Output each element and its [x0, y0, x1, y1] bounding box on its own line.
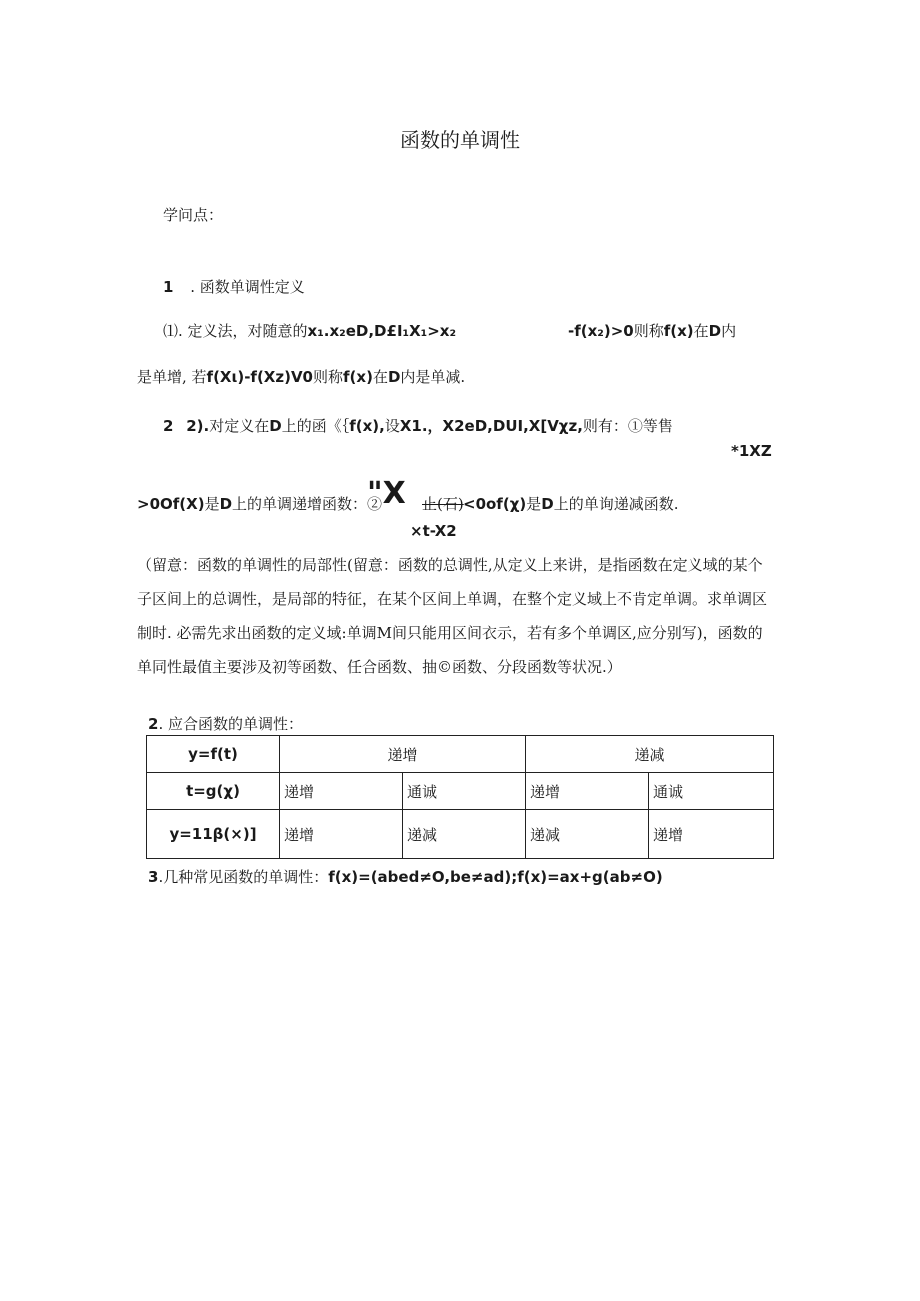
item-3-heading [148, 866, 663, 887]
item-3-formula: f(x)=(abed≠O,be≠ad);f(x)=ax+g(ab≠O) [328, 868, 663, 886]
def1-line2-expr: f(Xι)-f(Xz)V0 [206, 368, 313, 386]
table-cell: 递减 [403, 810, 526, 859]
def1-line2 [137, 366, 465, 387]
def1-line2-D: D [387, 368, 401, 386]
item-2-text: . 应合函数的单调性： [158, 715, 303, 733]
item-1-number: 1 [163, 278, 174, 296]
table-row-head: y=11β(×)] [147, 810, 280, 859]
def2-strike-text: 止(石) [422, 495, 464, 513]
item-1-text: . 函数单调性定义 [190, 278, 305, 296]
def2-t2: 上的函《｛ [281, 417, 350, 435]
def2-line1 [163, 415, 673, 436]
def1-line2-b: 则称 [313, 368, 344, 386]
table-cell: 通诚 [403, 773, 526, 810]
def2-frac-top: *1XZ [731, 442, 772, 460]
def2-big-x: "X [367, 476, 406, 511]
def1-right-text: 则称 [633, 322, 664, 340]
def1-line1-left [163, 320, 456, 341]
table-row [147, 773, 774, 810]
def2-fx: f(x), [349, 417, 385, 435]
table-row-head: t=g(χ) [147, 773, 280, 810]
def2-t3: 设 [384, 417, 400, 435]
def2-line-D: D [219, 495, 233, 513]
def1-D: D [708, 322, 722, 340]
table-cell: 递增 [280, 736, 526, 773]
table-row-head: y=f(t) [147, 736, 280, 773]
def1-line2-fx: f(x) [343, 368, 373, 386]
def2-line2-right [463, 493, 678, 514]
table-row [147, 810, 774, 859]
page-title: 函数的单调性 [400, 128, 520, 152]
def2-line-f: 上的单询递减函数. [553, 495, 679, 513]
def1-inner: 内 [721, 322, 737, 340]
def1-in: 在 [693, 322, 709, 340]
def2-line-D2: D [541, 495, 554, 513]
def2-num2: 2). [186, 417, 210, 435]
def2-D: D [269, 417, 282, 435]
section-label: 学问点： [163, 206, 224, 224]
def1-vars: x₁.x₂eD,D£I₁X₁>x₂ [307, 322, 457, 340]
table-cell: 递增 [280, 773, 403, 810]
def2-num: 2 [163, 417, 174, 435]
def1-right-expr: -f(x₂)>0 [568, 322, 634, 340]
monotonicity-table [146, 735, 774, 859]
def2-t4: 则有：①等售 [582, 417, 673, 435]
table-cell: 递减 [526, 736, 774, 773]
table-cell: 递增 [526, 773, 649, 810]
table-row [147, 736, 774, 773]
def1-line1-right [568, 320, 736, 341]
table-cell: 递减 [526, 810, 649, 859]
def2-line-e: 是 [526, 495, 542, 513]
table-cell: 通诚 [649, 773, 774, 810]
def1-line2-a: 是单增, 若 [137, 368, 207, 386]
item-1-heading [163, 276, 305, 297]
def2-vars: X1.，X2eD,DUI,X[Vχz, [399, 417, 583, 435]
item-3-number: 3 [148, 868, 159, 886]
def2-t1: 对定义在 [209, 417, 270, 435]
item-3-text: .几种常见函数的单调性： [158, 868, 329, 886]
def2-line2 [137, 493, 382, 514]
def1-line2-c: 在 [372, 368, 388, 386]
def1-fx: f(x) [663, 322, 694, 340]
def2-line-b: 是 [204, 495, 220, 513]
table-cell: 递增 [649, 810, 774, 859]
item-2-heading [148, 713, 303, 734]
table-cell: 递增 [280, 810, 403, 859]
note-paragraph: （留意：函数的单调性的局部性(留意：函数的总调性,从定义上来讲，是指函数在定义域的某个子区间上的总调性，是局部的特征，在某个区间上单调，在整个定义域上不肯定单调。求单调区制时. 必需先求出函数的定义域:单调M间只能用区间衣示，若有多个单调区,应分别写)，函数的单同性最值主要涉及初等函数、任合函数、抽©函数、分段函数等状况.） [137, 556, 768, 676]
item-2-number: 2 [148, 715, 159, 733]
def2-frac-bottom: ×t-X2 [410, 522, 457, 540]
def1-prefix: ⑴. 定义法，对随意的 [163, 322, 308, 340]
def2-line-d: <0of(χ) [463, 495, 527, 513]
def2-line-a: >0Of(X) [137, 495, 205, 513]
def2-line-c: 上的单调递增函数：② [232, 495, 383, 513]
def1-line2-d: 内是单减. [400, 368, 466, 386]
